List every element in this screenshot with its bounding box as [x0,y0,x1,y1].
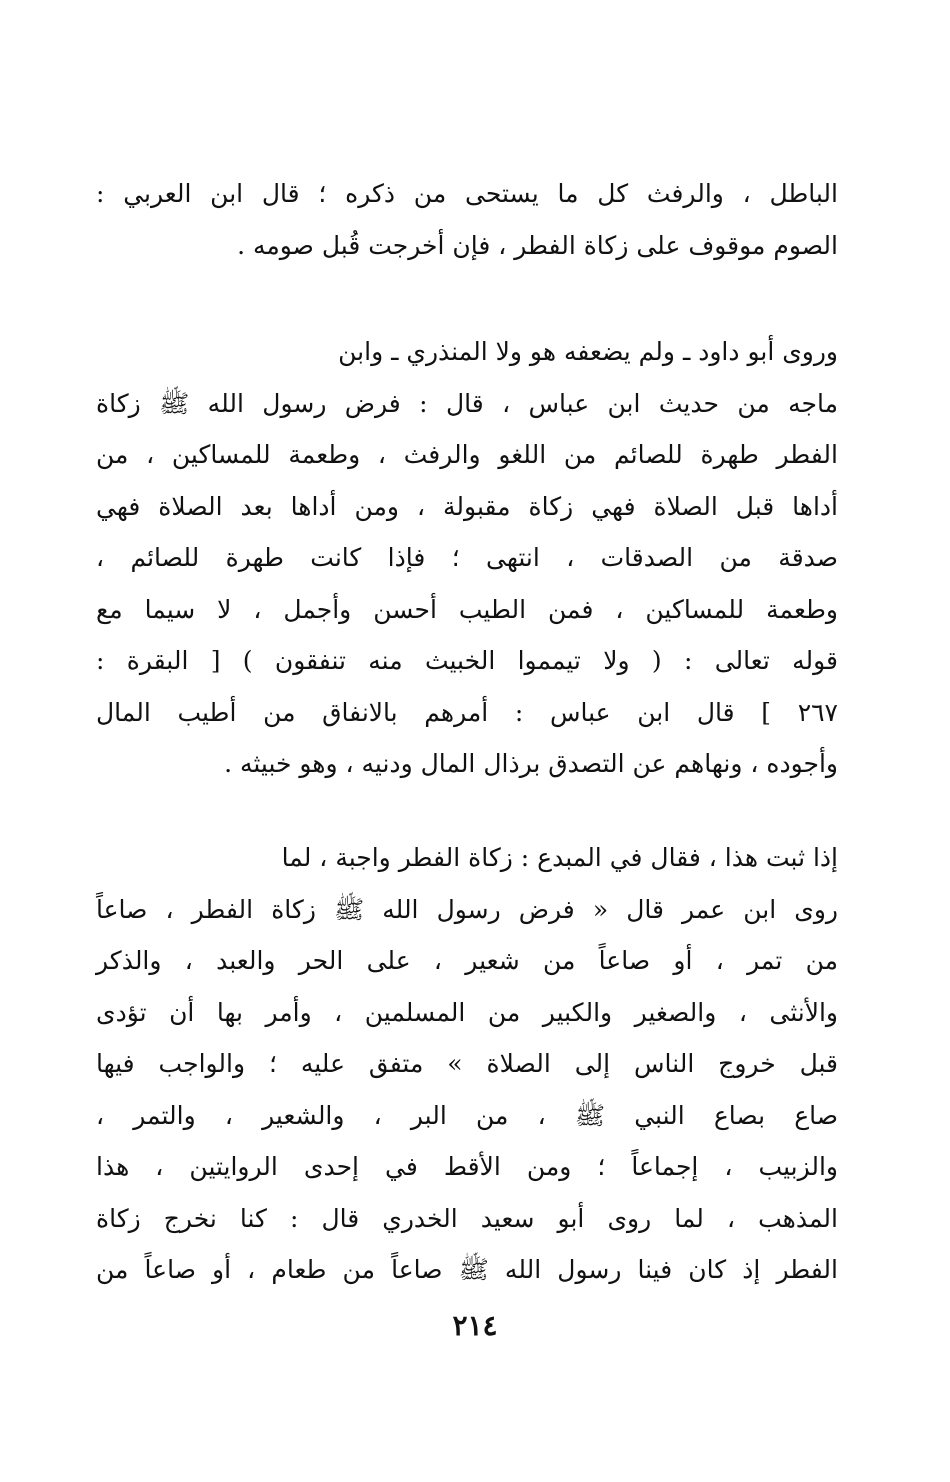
paragraph-3 [96,832,838,1296]
text-line: روى ابن عمر قال « فرض رسول الله ﷺ زكاة الفطر ، صاعاً [96,894,838,924]
text-line: صدقة من الصدقات ، انتهى ؛ فإذا كانت طهرة للصائم ، [96,543,838,572]
text-line: وطعمة للمساكين ، فمن الطيب أحسن وأجمل ، لا سيما مع [96,594,838,624]
text-line: الصوم موقوف على زكاة الفطر ، فإن أخرجت قُبل صومه . [237,230,838,260]
text-line: إذا ثبت هذا ، فقال في المبدع : زكاة الفطر واجبة ، لما [281,843,838,872]
text-line: من تمر ، أو صاعاً من شعير ، على الحر والعبد ، والذكر [96,946,838,975]
text-line: الفطر طهرة للصائم من اللغو والرفث ، وطعمة للمساكين ، من [96,440,838,469]
text-line: ماجه من حديث ابن عباس ، قال : فرض رسول الله ﷺ زكاة [96,388,838,418]
text-line: قبل خروج الناس إلى الصلاة » متفق عليه ؛ والواجب فيها [96,1049,838,1078]
text-line: والأنثى ، والصغير والكبير من المسلمين ، وأمر بها أن تؤدى [96,997,839,1027]
text-line: الباطل ، والرفث كل ما يستحى من ذكره ؛ قال ابن العربي : [96,179,838,208]
text-line: وروى أبو داود ـ ولم يضعفه هو ولا المنذري ـ وابن [338,337,838,366]
text-line: الفطر إذ كان فينا رسول الله ﷺ صاعاً من طعام ، أو صاعاً من [96,1255,838,1284]
paragraph-2 [96,326,838,790]
text-line: المذهب ، لما روى أبو سعيد الخدري قال : كنا نخرج زكاة [96,1203,838,1233]
text-line: ٢٦٧ ] قال ابن عباس : أمرهم بالانفاق من أطيب المال [96,697,838,727]
text-line: صاع بصاع النبي ﷺ ، من البر ، والشعير ، والتمر ، [96,1100,838,1130]
text-line: والزبيب ، إجماعاً ؛ ومن الأقط في إحدى الروايتين ، هذا [96,1152,838,1181]
paragraph-1 [96,168,838,271]
text-line: أداها قبل الصلاة فهي زكاة مقبولة ، ومن أداها بعد الصلاة فهي [96,491,838,521]
text-line: وأجوده ، ونهاهم عن التصدق برذال المال ودنيه ، وهو خبيثه . [224,749,838,778]
page-number: ٢١٤ [452,1309,498,1342]
text-line: قوله تعالى : ( ولا تيمموا الخبيث منه تنفقون ) [ البقرة : [96,646,838,675]
